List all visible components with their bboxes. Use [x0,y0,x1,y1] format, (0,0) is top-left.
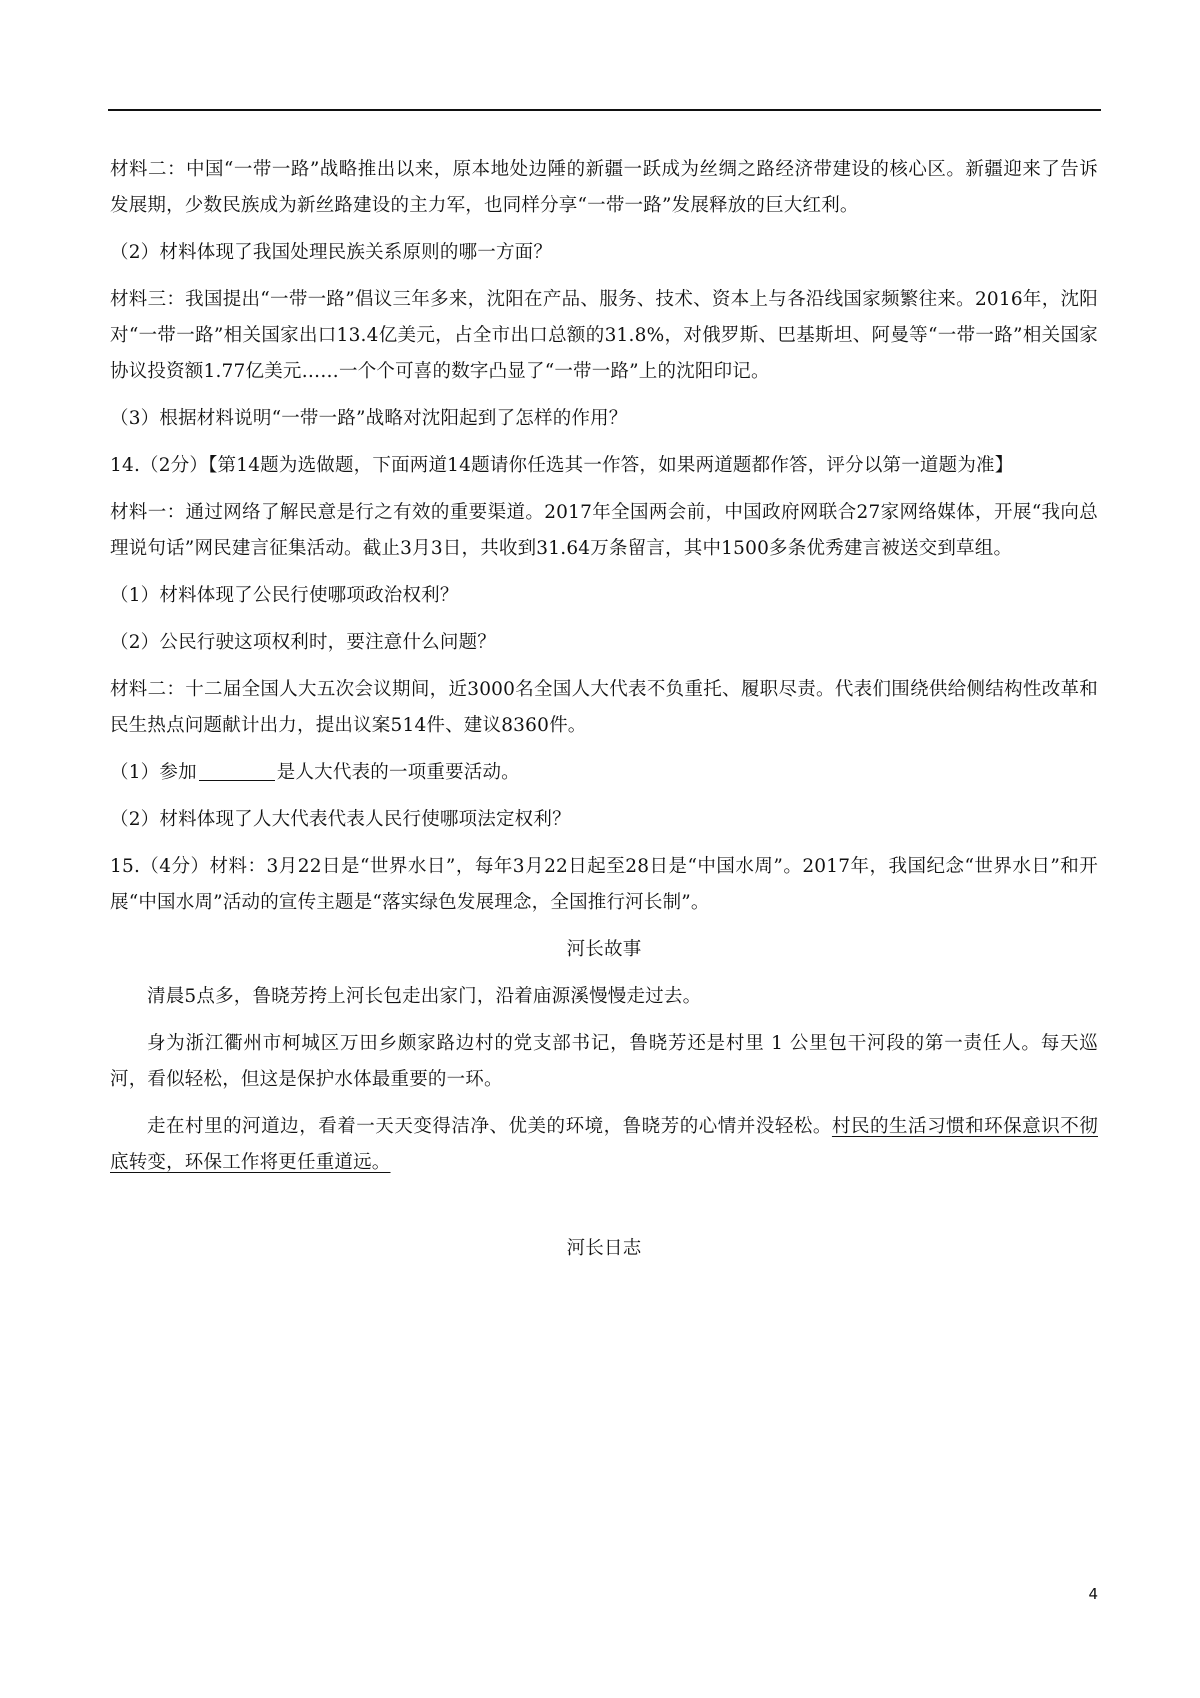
answer-blank[interactable] [199,758,275,781]
question-2-attention: （2）公民行驶这项权利时，要注意什么问题？ [110,632,496,653]
story-underlined-sentence: 村民的生活习惯和环保意识不彻底转变，环保工作将更任重道远。 [110,1116,1098,1173]
story-paragraph-3 [110,1109,1098,1181]
page-content [110,152,1098,1267]
header-rule [108,109,1101,111]
fill-blank-prefix: （1）参加 [110,762,197,783]
question-2-ethnic: （2）材料体现了我国处理民族关系原则的哪一方面？ [110,242,553,263]
material-one-paragraph: 材料一：通过网络了解民意是行之有效的重要渠道。2017年全国两会前，中国政府网联合27家网络媒体，开展“我向总理说句话”网民建言征集活动。截止3月3日，共收到31.64万条留言，其中1500多条优秀建言被送交到草组。 [110,502,1098,559]
question-1-political-right: （1）材料体现了公民行使哪项政治权利？ [110,585,459,606]
log-title: 河长日志 [566,1238,642,1259]
material-two-paragraph: 材料二：中国“一带一路”战略推出以来，原本地处边陲的新疆一跃成为丝绸之路经济带建设的核心区。新疆迎来了告诉发展期，少数民族成为新丝路建设的主力军，也同样分享“一带一路”发展释放的巨大红利。 [110,159,1098,216]
story-paragraph-3-text: 走在村里的河道边，看着一天天变得洁净、优美的环境，鲁晓芳的心情并没轻松。 [147,1116,832,1137]
story-paragraph-1: 清晨5点多，鲁晓芳挎上河长包走出家门，沿着庙源溪慢慢走过去。 [147,986,702,1007]
question-3-shenyang: （3）根据材料说明“一带一路”战略对沈阳起到了怎样的作用？ [110,408,628,429]
story-paragraph-2: 身为浙江衢州市柯城区万田乡颇家路边村的党支部书记，鲁晓芳还是村里 1 公里包干河段的第一责任人。每天巡河，看似轻松，但这是保护水体最重要的一环。 [110,1033,1098,1090]
question-1-fill-blank [110,755,1098,791]
fill-blank-suffix: 是人大代表的一项重要活动。 [276,762,520,783]
story-title: 河长故事 [566,939,642,960]
question-14-header: 14.（2分）【第14题为选做题，下面两道14题请你任选其一作答，如果两道题都作答，评分以第一道题为准】 [110,455,1014,476]
question-2-legal-right: （2）材料体现了人大代表代表人民行使哪项法定权利？ [110,809,571,830]
material-three-paragraph: 材料三：我国提出“一带一路”倡议三年多来，沈阳在产品、服务、技术、资本上与各沿线国家频繁往来。2016年，沈阳对“一带一路”相关国家出口13.4亿美元，占全市出口总额的31.8%，对俄罗斯、巴基斯坦、阿曼等“一带一路”相关国家协议投资额1.77亿美元……一个个可喜的数字凸显了“一带一路”上的沈阳印记。 [110,289,1098,382]
page-number: 4 [1088,1585,1098,1603]
question-15-material: 15.（4分）材料：3月22日是“世界水日”，每年3月22日起至28日是“中国水周”。2017年，我国纪念“世界水日”和开展“中国水周”活动的宣传主题是“落实绿色发展理念，全国推行河长制”。 [110,856,1098,913]
material-two-npc-paragraph: 材料二：十二届全国人大五次会议期间，近3000名全国人大代表不负重托、履职尽责。代表们围绕供给侧结构性改革和民生热点问题献计出力，提出议案514件、建议8360件。 [110,679,1098,736]
